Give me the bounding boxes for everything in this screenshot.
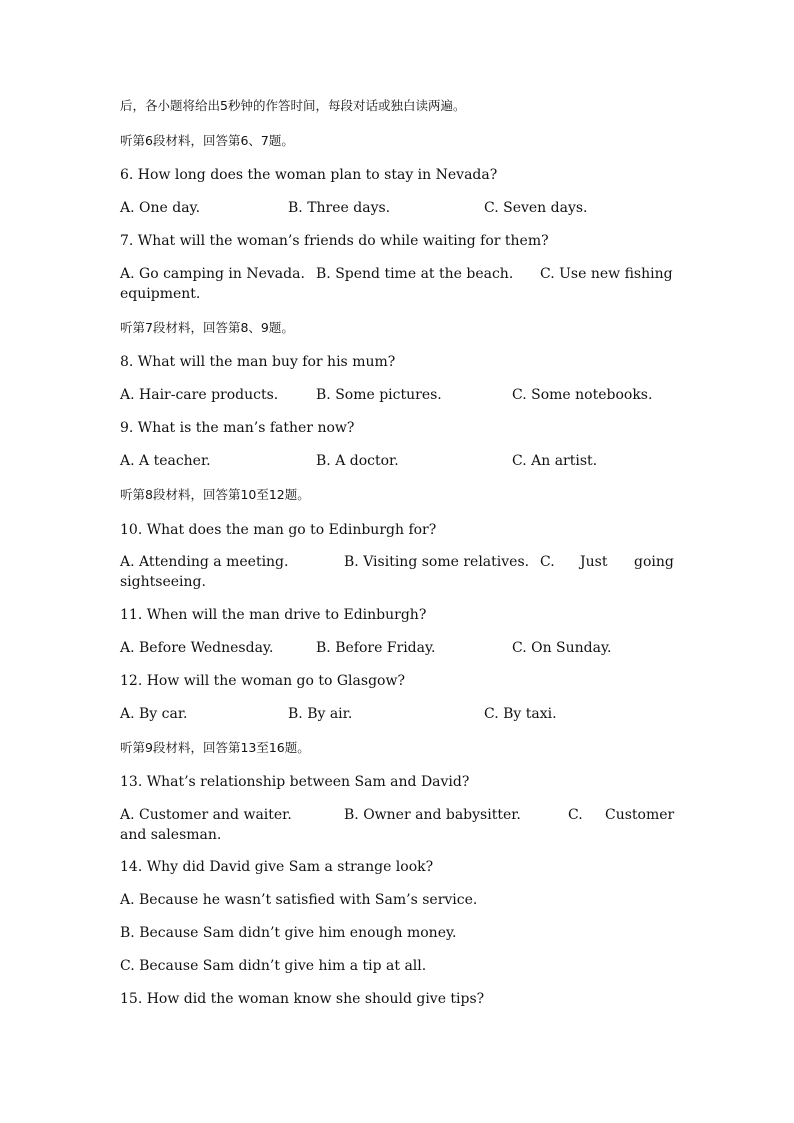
option-13c-continued: and salesman.	[120, 827, 222, 843]
option-14a: A. Because he wasn’t satisfied with Sam’s service.	[120, 892, 478, 908]
section-heading-7: 听第7段材料，回答第8、9题。	[120, 320, 294, 335]
option-11b: B. Before Friday.	[316, 640, 436, 656]
option-12a: A. By car.	[120, 706, 188, 722]
option-8b: B. Some pictures.	[316, 387, 442, 403]
option-12b: B. By air.	[288, 706, 353, 722]
question-13: 13. What’s relationship between Sam and David?	[120, 774, 470, 790]
option-14c: C. Because Sam didn’t give him a tip at all.	[120, 958, 427, 974]
option-9c: C. An artist.	[512, 453, 598, 469]
option-10c-continued: sightseeing.	[120, 574, 206, 590]
option-14b: B. Because Sam didn’t give him enough money.	[120, 925, 457, 941]
question-10: 10. What does the man go to Edinburgh for?	[120, 522, 437, 538]
option-13a: A. Customer and waiter.	[120, 807, 292, 823]
section-heading-8: 听第8段材料，回答第10至12题。	[120, 487, 310, 502]
option-13b: B. Owner and babysitter.	[344, 807, 521, 823]
option-11c: C. On Sunday.	[512, 640, 612, 656]
option-10c-word2: going	[634, 554, 674, 570]
option-7c-continued: equipment.	[120, 286, 201, 302]
question-7: 7. What will the woman’s friends do while waiting for them?	[120, 233, 549, 249]
question-6: 6. How long does the woman plan to stay in Nevada?	[120, 167, 498, 183]
option-9a: A. A teacher.	[120, 453, 211, 469]
option-8a: A. Hair-care products.	[120, 387, 279, 403]
option-11a: A. Before Wednesday.	[120, 640, 274, 656]
option-7b: B. Spend time at the beach.	[316, 266, 514, 282]
question-12: 12. How will the woman go to Glasgow?	[120, 673, 405, 689]
option-10c-letter: C.	[540, 554, 555, 570]
option-13c-letter: C.	[568, 807, 583, 823]
option-7a: A. Go camping in Nevada.	[120, 266, 305, 282]
question-14: 14. Why did David give Sam a strange look?	[120, 859, 434, 875]
option-10b: B. Visiting some relatives.	[344, 554, 530, 570]
section-heading-6: 听第6段材料，回答第6、7题。	[120, 133, 294, 148]
option-6a: A. One day.	[120, 200, 201, 216]
option-6c: C. Seven days.	[484, 200, 588, 216]
question-8: 8. What will the man buy for his mum?	[120, 354, 396, 370]
question-11: 11. When will the man drive to Edinburgh?	[120, 607, 427, 623]
option-10a: A. Attending a meeting.	[120, 554, 289, 570]
option-12c: C. By taxi.	[484, 706, 557, 722]
option-6b: B. Three days.	[288, 200, 391, 216]
intro-text: 后，各小题将给出5秒钟的作答时间，每段对话或独白读两遍。	[120, 98, 466, 113]
option-13c-word: Customer	[605, 807, 675, 823]
option-10c-word1: Just	[580, 554, 608, 570]
question-15: 15. How did the woman know she should give tips?	[120, 991, 485, 1007]
option-7c: C. Use new fishing	[540, 266, 673, 282]
section-heading-9: 听第9段材料，回答第13至16题。	[120, 740, 310, 755]
option-8c: C. Some notebooks.	[512, 387, 653, 403]
option-9b: B. A doctor.	[316, 453, 399, 469]
question-9: 9. What is the man’s father now?	[120, 420, 355, 436]
